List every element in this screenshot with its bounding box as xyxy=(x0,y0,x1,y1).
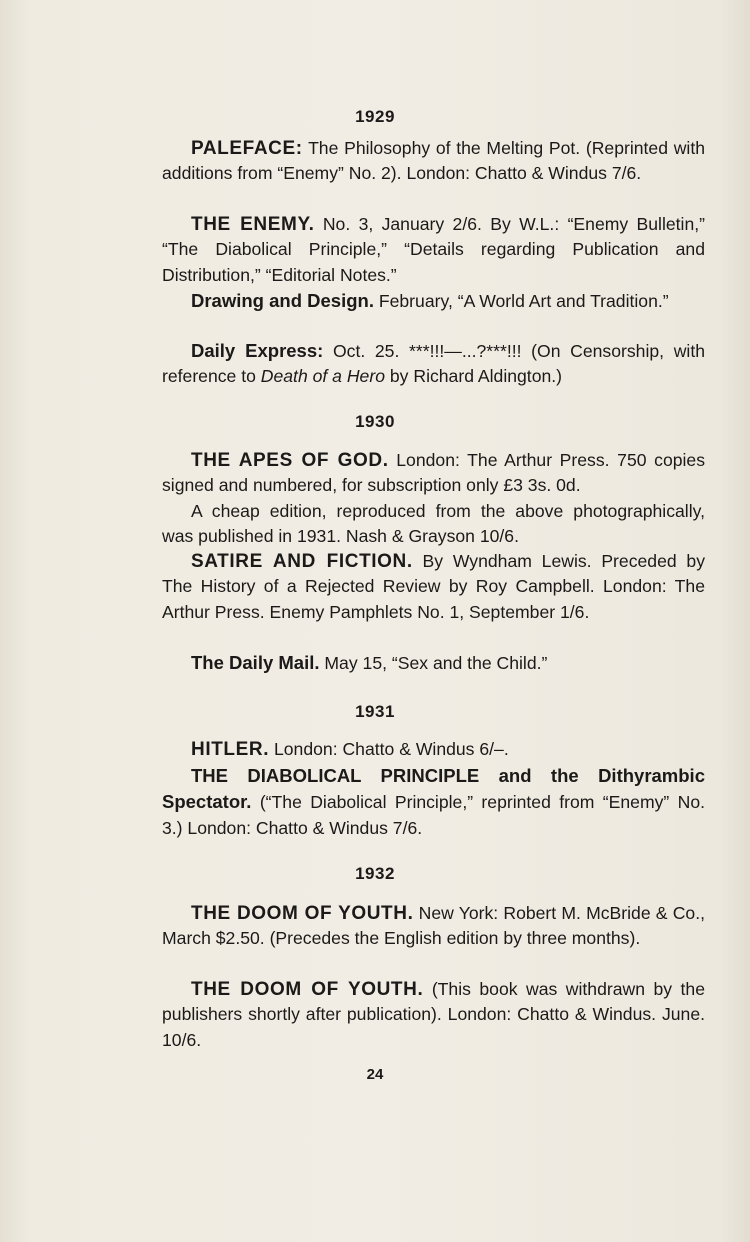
page-number: 24 xyxy=(366,1066,384,1083)
entry-title: THE DIABOLICAL PRINCIPLE and the Dithyrambic Spectator. xyxy=(162,765,705,813)
entry-text: No. 3, January 2/6. By W.L.: “Enemy Bulletin,” “The Diabolical Principle,” “Details regarding Publication and Distribution,” “Editorial Notes.” xyxy=(162,214,705,285)
entry-apes-of-god xyxy=(162,448,705,549)
entry-text: (“The Diabolical Principle,” reprinted from “Enemy” No. 3.) London: Chatto & Windus 7/6. xyxy=(162,792,705,838)
entry-title: THE ENEMY. xyxy=(191,214,315,235)
year-heading-1931: 1931 xyxy=(355,702,395,721)
entry-paleface xyxy=(162,136,705,187)
entry-title: Drawing and Design. xyxy=(191,290,374,311)
year-heading-1930: 1930 xyxy=(355,412,395,431)
entry-doom-of-youth-us xyxy=(162,901,705,952)
entry-title: THE DOOM OF YOUTH. xyxy=(191,979,424,1000)
entry-text: New York: Robert M. McBride & Co., March $2.50. (Precedes the English edition by three months). xyxy=(162,903,705,949)
entry-text: February, “A World Art and Tradition.” xyxy=(373,291,669,311)
entry-doom-of-youth-uk xyxy=(162,977,705,1053)
entry-satire-and-fiction xyxy=(162,549,705,625)
entry-text: London: The Arthur Press. 750 copies signed and numbered, for subscription only £3 3s. 0d. xyxy=(162,450,706,496)
entry-text-tail: by Richard Aldington.) xyxy=(385,366,563,387)
entry-title: PALEFACE: xyxy=(191,138,303,159)
entry-diabolical-principle xyxy=(162,763,705,841)
entry-title: THE DOOM OF YOUTH. xyxy=(191,903,414,924)
year-heading-1932: 1932 xyxy=(355,864,395,883)
entry-text: (This book was withdrawn by the publishers shortly after publication). London: Chatto & Windus. June. 10/6. xyxy=(162,979,705,1050)
entry-text: May 15, “Sex and the Child.” xyxy=(319,653,548,673)
entry-the-enemy xyxy=(162,212,705,288)
entry-drawing-and-design xyxy=(162,288,705,314)
entry-italic-title: Death of a Hero xyxy=(260,366,385,387)
entry-title: SATIRE AND FICTION. xyxy=(191,551,413,572)
entry-hitler xyxy=(162,737,705,762)
year-heading-1929: 1929 xyxy=(355,107,395,126)
entry-text: By Wyndham Lewis. Preceded by The History of a Rejected Review by Roy Campbell. London: The Arthur Press. Enemy Pamphlets No. 1, September 1/6. xyxy=(162,551,706,622)
entry-daily-express xyxy=(162,338,705,390)
entry-daily-mail xyxy=(162,650,705,676)
entry-title: THE APES OF GOD. xyxy=(191,450,389,471)
entry-title: HITLER. xyxy=(191,739,270,760)
entry-title: Daily Express: xyxy=(191,340,324,361)
entry-text: London: Chatto & Windus 6/–. xyxy=(269,739,509,759)
entry-text: Oct. 25. ***!!!—...?***!!! (On Censorship, with reference to xyxy=(162,341,705,387)
entry-title: The Daily Mail. xyxy=(191,652,320,673)
entry-text-second-paragraph: A cheap edition, reproduced from the above photographically, was published in 1931. Nash & Grayson 10/6. xyxy=(162,500,705,546)
entry-text: The Philosophy of the Melting Pot. (Reprinted with additions from “Enemy” No. 2). London: Chatto & Windus 7/6. xyxy=(162,138,705,184)
